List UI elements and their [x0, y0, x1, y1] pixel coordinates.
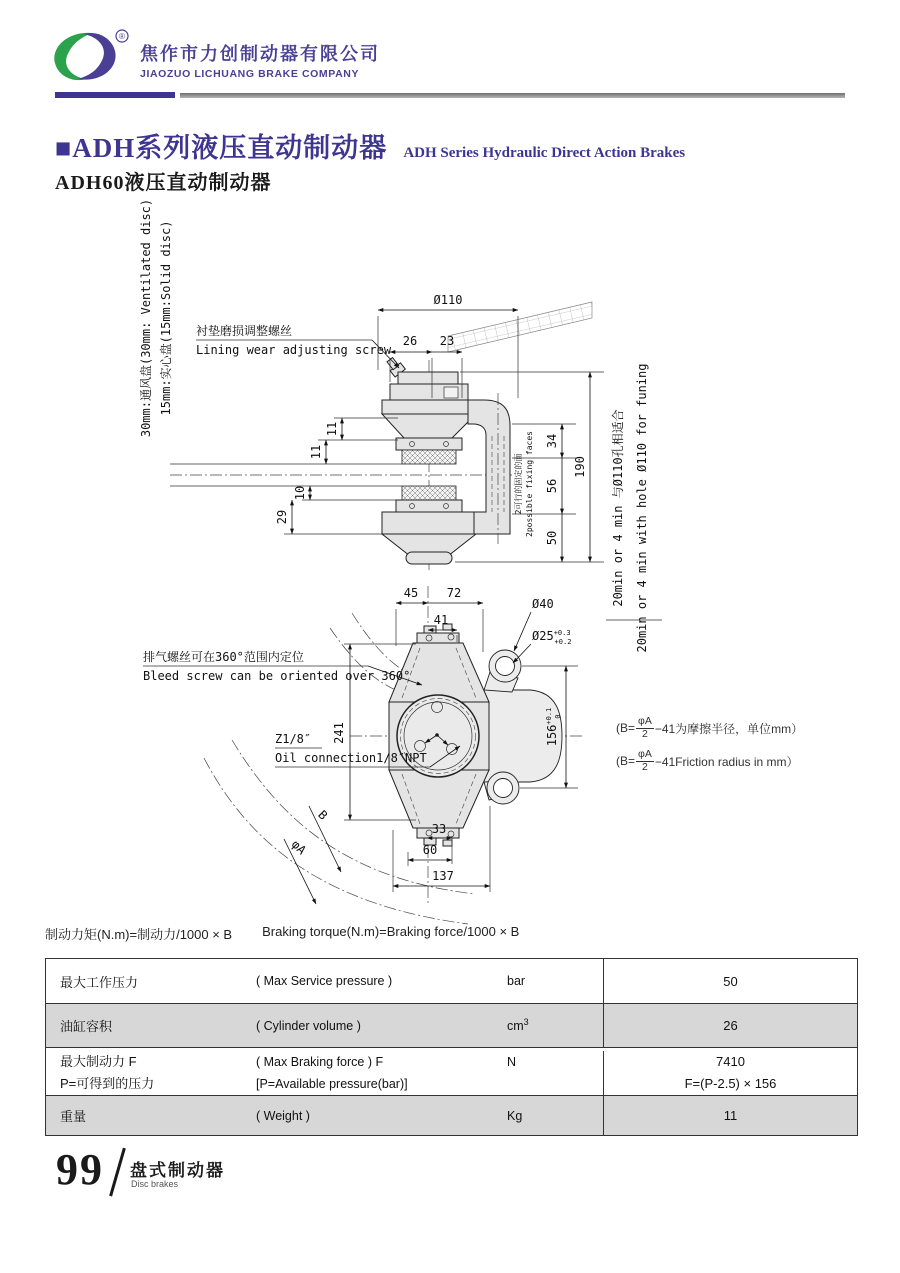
radius-note-fraction: $\frac{\varphi A}{2}$	[638, 715, 652, 740]
front-view-housing	[389, 624, 489, 846]
registered-mark: ®	[119, 32, 125, 41]
dim-phiA: φA	[288, 837, 309, 858]
dim-B: B	[315, 807, 331, 823]
dim-25: $Ø25^{+0.3} +0.2$	[532, 629, 572, 646]
spec-name-cn: 最大制动力 F P=可得到的压力	[60, 1054, 155, 1091]
radius-note-cn: −41为摩擦半径，单位mm）	[654, 721, 804, 736]
lining-label-en: Lining wear adjusting screw	[196, 343, 392, 357]
upper-friction-pad	[402, 450, 456, 464]
lining-label-cn: 衬垫磨损调整螺丝	[196, 324, 293, 338]
spec-table	[45, 958, 858, 1136]
table-row	[46, 959, 857, 1003]
dim-72: 72	[446, 586, 462, 600]
disc-note-line1: 30mm:通风盘(30mm: Ventilated disc)	[139, 198, 153, 438]
mounting-wall-hatch	[448, 302, 592, 352]
company-name-cn: 焦作市力创制动器有限公司	[140, 44, 380, 64]
page-number: 99	[56, 1145, 104, 1194]
dim-45: 45	[403, 586, 419, 600]
side-view-body	[382, 356, 510, 564]
spec-value: 50	[603, 959, 857, 1003]
spec-unit: N	[507, 1055, 517, 1069]
dim-10: 10	[293, 485, 307, 501]
torque-formula	[45, 924, 519, 943]
dim-34: 34	[545, 433, 559, 449]
dim-50: 50	[545, 530, 559, 546]
spec-value: 11	[603, 1096, 857, 1135]
spec-name-cn: 重量	[60, 1109, 87, 1124]
company-name-en: JIAOZUO LICHUANG BRAKE COMPANY	[140, 68, 360, 80]
footer-slash	[109, 1148, 125, 1197]
spec-unit: $cm^3$	[507, 1017, 529, 1034]
dim-41: 41	[433, 613, 449, 627]
dim-190: 190	[573, 456, 587, 478]
logo-swoosh-icon	[46, 26, 138, 88]
spec-name-en: ( Max Braking force ) F [P=Available pressure(bar)]	[256, 1055, 408, 1091]
dim-241: 241	[332, 722, 346, 744]
hole-note-en: 20min or 4 min with hole Ø110 for funing	[635, 363, 649, 653]
spec-name-en: ( Weight )	[256, 1108, 310, 1123]
footer-section-en: Disc brakes	[131, 1179, 179, 1189]
dim-33: 33	[431, 822, 447, 836]
dim-11a: 11	[325, 421, 339, 437]
caliper-arm	[468, 400, 510, 534]
hole-note-cn: 20min or 4 min 与Ø110孔相适合	[611, 409, 625, 607]
dim-156: $156^{+0.1}0$	[545, 707, 562, 747]
spec-name-en: ( Cylinder volume )	[256, 1018, 361, 1033]
spec-value: 26	[603, 1004, 857, 1047]
torque-formula-cn: 制动力矩(N.m)=制动力/1000 × B	[45, 927, 233, 942]
dim-26: 26	[402, 334, 418, 348]
spec-name-cn: 最大工作压力	[60, 974, 139, 990]
oil-note-cn: Z1/8″	[275, 732, 312, 746]
lower-friction-pad	[402, 486, 456, 500]
oil-note-en: Oil connection1/8″NPT	[275, 751, 427, 765]
dim-23: 23	[439, 334, 455, 348]
bleed-note-cn: 排气螺丝可在360°范围内定位	[143, 650, 304, 664]
series-title-cn: ■ADH系列液压直动制动器	[55, 133, 388, 163]
fixing-faces-en: 2possible fixing faces	[525, 431, 534, 537]
dim-56: 56	[545, 478, 559, 494]
dim-60: 60	[422, 843, 438, 857]
radius-note-fraction: $\frac{\varphi A}{2}$	[638, 748, 652, 773]
friction-radius-note	[616, 716, 803, 782]
header-divider-accent	[55, 92, 175, 98]
radius-note-en: −41Friction radius in mm）	[654, 754, 799, 769]
torque-formula-en: Braking torque(N.m)=Braking force/1000 × B	[262, 924, 520, 939]
spec-value: 7410 F=(P-2.5) × 156	[603, 1051, 857, 1095]
radius-note-prefix: (B=	[616, 754, 636, 769]
dim-110: Ø110	[433, 293, 463, 307]
company-logo	[46, 26, 138, 93]
spec-name-cn: 油缸容积	[60, 1019, 113, 1034]
fixing-faces-cn: 2可行的固定的面	[514, 453, 523, 515]
table-row	[46, 1003, 857, 1047]
header-divider	[180, 93, 845, 98]
dim-11b: 11	[309, 444, 323, 460]
dim-40: Ø40	[532, 597, 554, 611]
technical-drawing	[0, 188, 900, 928]
table-row	[46, 1047, 857, 1095]
footer-section-cn: 盘式制动器	[130, 1161, 225, 1180]
bleed-note-en: Bleed screw can be oriented over 360°	[143, 669, 411, 683]
spec-unit: Kg	[507, 1108, 523, 1123]
disc-note-line2: 15mm:实心盘(15mm:Solid disc)	[159, 220, 173, 416]
dim-137: 137	[432, 869, 454, 883]
spec-unit: bar	[507, 974, 526, 988]
spec-name-en: ( Max Service pressure )	[256, 974, 393, 988]
side-view	[139, 199, 662, 653]
series-title-en: ADH Series Hydraulic Direct Action Brakes	[403, 145, 686, 161]
dim-29: 29	[275, 509, 289, 525]
front-view	[143, 586, 585, 924]
table-row	[46, 1095, 857, 1135]
model-title: ADH60液压直动制动器	[55, 172, 272, 194]
radius-note-prefix: (B=	[616, 721, 636, 736]
